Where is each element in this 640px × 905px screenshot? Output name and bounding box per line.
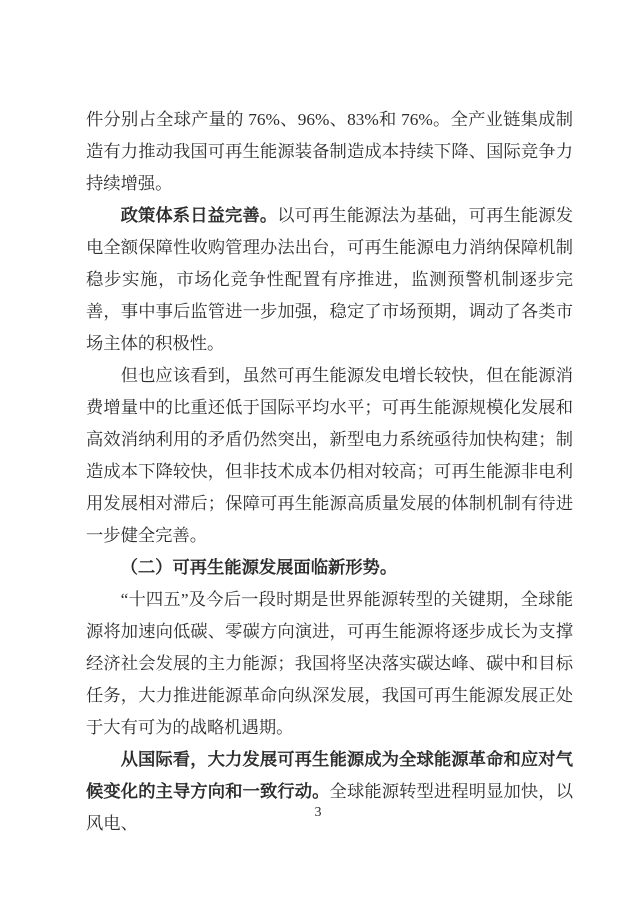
- body-text: 但也应该看到，虽然可再生能源发电增长较快，但在能源消费增量中的比重还低于国际平均水平；可再生能源规模化发展和高效消纳利用的矛盾仍然突出，新型电力系统亟待加快构建；制造成本下降较快，但非技术成本仍相对较高；可再生能源非电利用发展相对滞后；保障可再生能源高质量发展的体制机制有待进一步健全完善。: [86, 366, 573, 545]
- emphasis-text: 政策体系日益完善。: [120, 206, 278, 225]
- section-heading: [86, 552, 573, 584]
- body-text: 件分别占全球产量的 76%、96%、83%和 76%。全产业链集成制造有力推动我国可再生能源装备制造成本持续下降、国际竞争力持续增强。: [86, 110, 573, 193]
- body-text: 以可再生能源法为基础，可再生能源发电全额保障性收购管理办法出台，可再生能源电力消纳保障机制稳步实施，市场化竞争性配置有序推进，监测预警机制逐步完善，事中事后监管进一步加强，稳定了市场预期，调动了各类市场主体的积极性。: [86, 206, 573, 353]
- paragraph: [86, 584, 573, 744]
- page-text-block: [86, 104, 573, 840]
- paragraph: [86, 360, 573, 552]
- paragraph: [86, 744, 573, 840]
- body-text: “十四五”及今后一段时期是世界能源转型的关键期，全球能源将加速向低碳、零碳方向演进，可再生能源将逐步成长为支撑经济社会发展的主力能源；我国将坚决落实碳达峰、碳中和目标任务，大力推进能源革命向纵深发展，我国可再生能源发展正处于大有可为的战略机遇期。: [86, 590, 573, 737]
- body-text: 全球能源转型进程明显加快，以风电、: [86, 782, 573, 833]
- emphasis-text: （二）可再生能源发展面临新形势。: [120, 558, 398, 577]
- paragraph: [86, 104, 573, 200]
- emphasis-text: 从国际看，大力发展可再生能源成为全球能源革命和应对气候变化的主导方向和一致行动。: [86, 750, 573, 801]
- paragraph: [86, 200, 573, 360]
- page-number: 3: [314, 805, 322, 820]
